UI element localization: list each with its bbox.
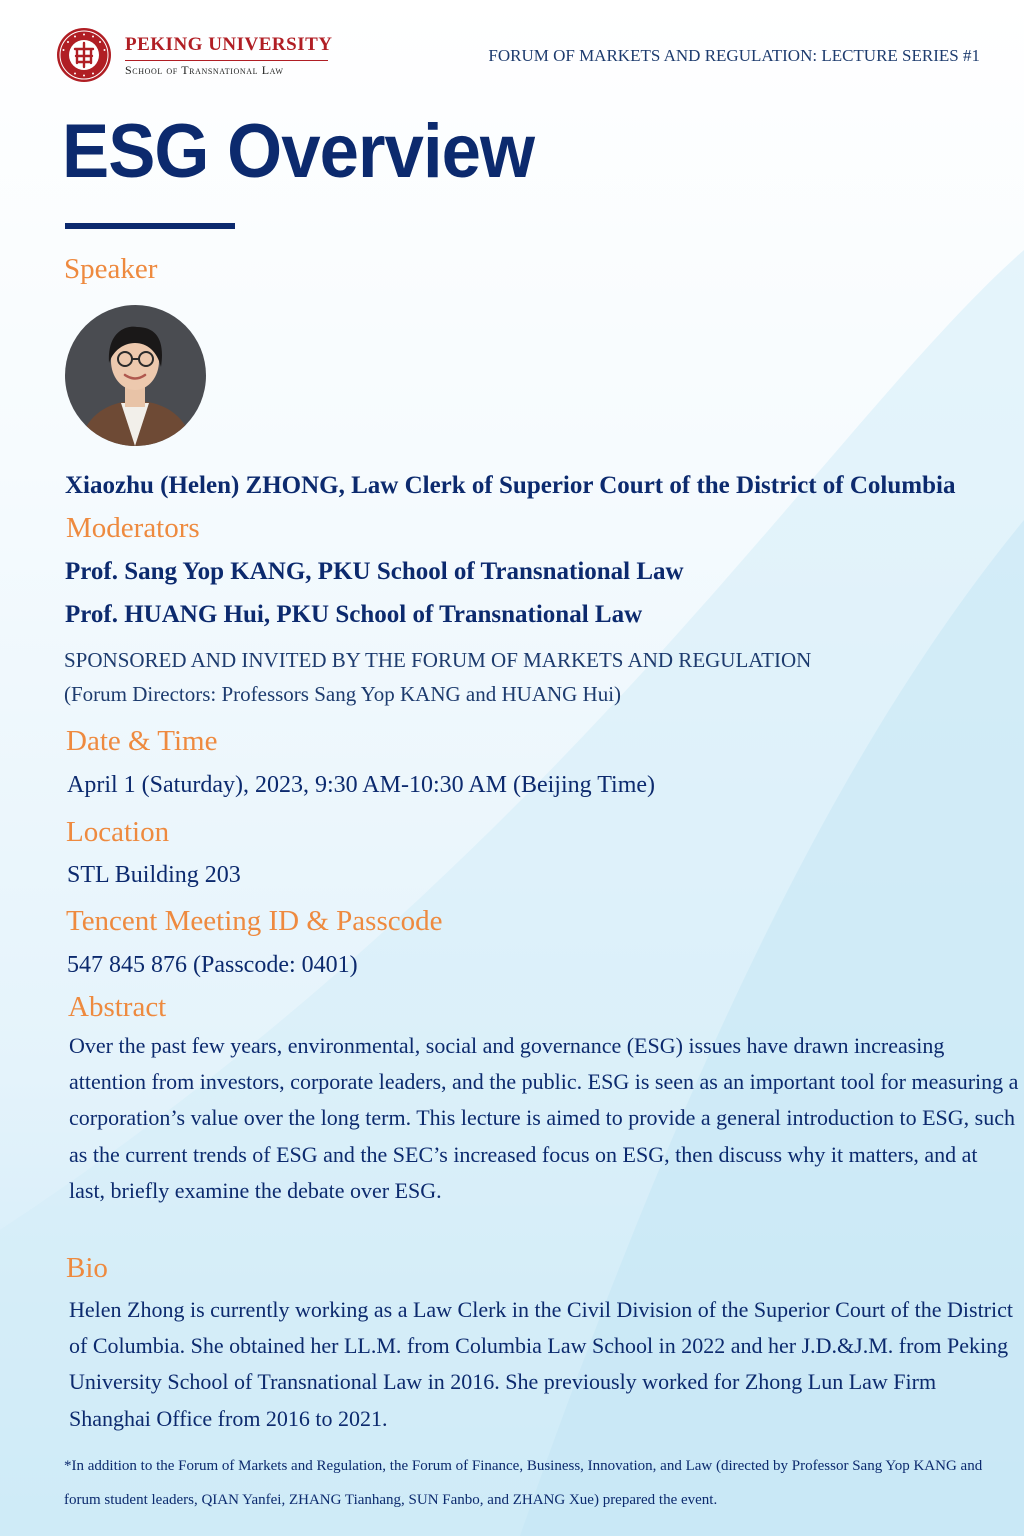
title-underline	[65, 223, 235, 229]
abstract-text: Over the past few years, environmental, social and governance (ESG) issues have drawn increasing attention from investors, corporate leaders, and the public. ESG is seen as an important tool for measuring a corporation’s value over the long term. This lecture is aimed to provide a general introduction to ESG, such as the current trends of ESG and the SEC’s increased focus on ESG, then discuss why it matters, and at last, briefly examine the debate over ESG.	[69, 1033, 1019, 1203]
moderator-item: Prof. Sang Yop KANG, PKU School of Transnational Law	[65, 558, 684, 585]
location-label: Location	[66, 816, 170, 848]
footnote: *In addition to the Forum of Markets and Regulation, the Forum of Finance, Business, Innovation, and Law (directed by Professor Sang Yop KANG and forum student leaders, QIAN Yanfei, ZHANG Tianhang, SUN Fanbo, and ZHANG Xue) prepared the event.	[64, 1458, 983, 1508]
speaker-photo	[65, 305, 206, 446]
forum-directors-line: (Forum Directors: Professors Sang Yop KANG and HUANG Hui)	[64, 682, 622, 706]
meeting-value: 547 845 876 (Passcode: 0401)	[67, 952, 358, 978]
bio-label: Bio	[66, 1252, 108, 1284]
speaker-portrait-icon	[65, 305, 206, 446]
school-name: School of Transnational Law	[125, 63, 284, 77]
location-value: STL Building 203	[67, 862, 241, 888]
forum-series-title: FORUM OF MARKETS AND REGULATION: LECTURE SERIES #1	[488, 46, 980, 65]
abstract-label: Abstract	[68, 991, 167, 1023]
moderator-item: Prof. HUANG Hui, PKU School of Transnational Law	[65, 601, 643, 628]
sponsor-line: SPONSORED AND INVITED BY THE FORUM OF MARKETS AND REGULATION	[64, 648, 812, 672]
datetime-value: April 1 (Saturday), 2023, 9:30 AM-10:30 AM (Beijing Time)	[67, 772, 655, 798]
moderators-label: Moderators	[66, 512, 200, 544]
meeting-label: Tencent Meeting ID & Passcode	[66, 905, 443, 937]
university-logo	[55, 26, 340, 84]
speaker-label: Speaker	[64, 253, 158, 285]
bio-text: Helen Zhong is currently working as a Law Clerk in the Civil Division of the Superior Court of the District of Columbia. She obtained her LL.M. from Columbia Law School in 2022 and her J.D.&J.M. from Peking University School of Transnational Law in 2016. She previously worked for Zhong Lun Law Firm Shanghai Office from 2016 to 2021.	[69, 1297, 1013, 1431]
page-title: ESG Overview	[62, 109, 535, 194]
datetime-label: Date & Time	[66, 725, 218, 757]
speaker-name: Xiaozhu (Helen) ZHONG, Law Clerk of Superior Court of the District of Columbia	[65, 472, 956, 499]
university-name: PEKING UNIVERSITY	[125, 34, 333, 55]
pku-seal-icon	[55, 26, 113, 84]
logo-divider	[125, 60, 328, 61]
